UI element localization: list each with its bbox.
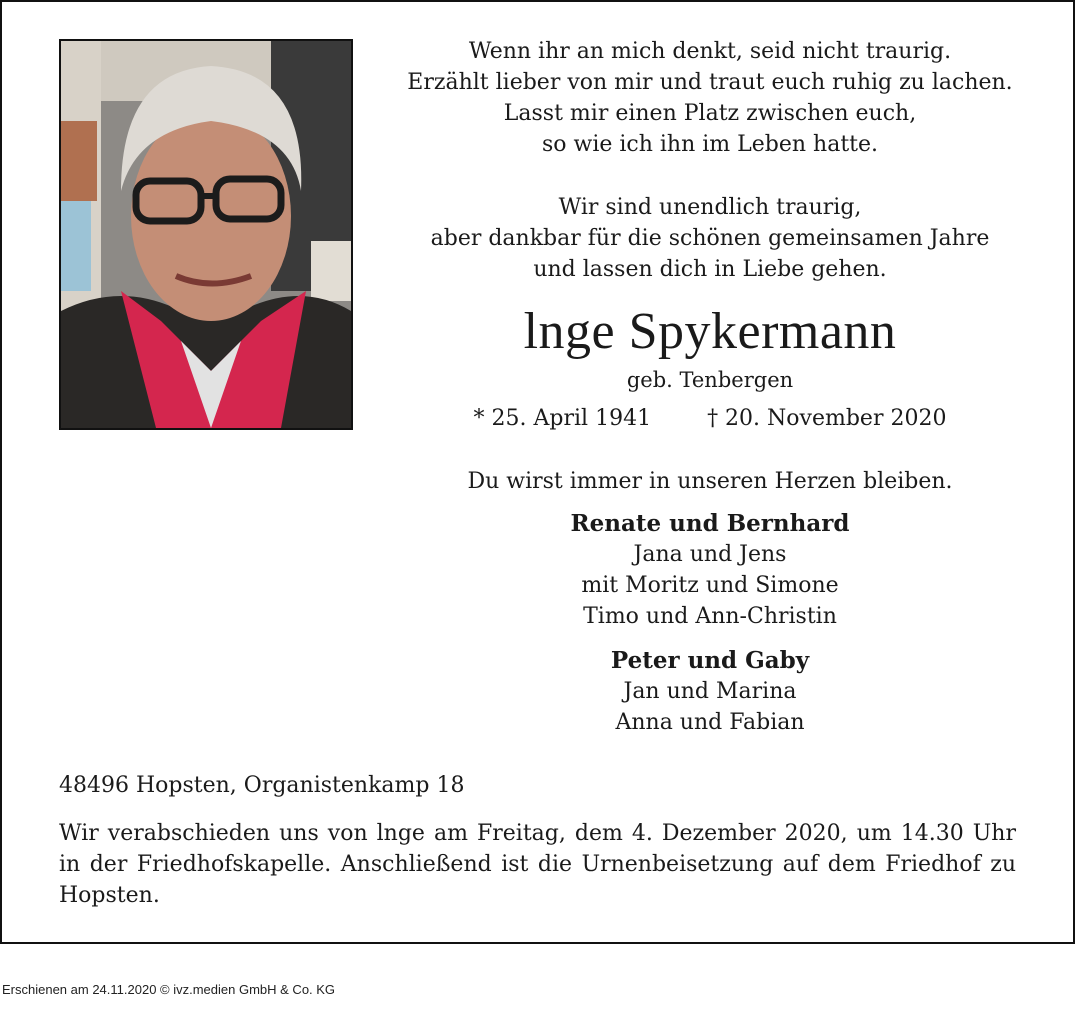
poem-line: Wenn ihr an mich denkt, seid nicht traurig.: [468, 39, 952, 64]
poem-line: Lasst mir einen Platz zwischen euch,: [503, 101, 917, 126]
portrait-photo: [59, 39, 353, 430]
family-group-1: [380, 508, 1040, 632]
death-date: † 20. November 2020: [707, 406, 947, 431]
deceased-name: lnge Spykermann: [523, 303, 897, 360]
family-member: Jana und Jens: [633, 542, 787, 567]
farewell-line: Du wirst immer in unseren Herzen bleiben.: [467, 469, 953, 494]
grief-line: und lassen dich in Liebe gehen.: [533, 257, 887, 282]
family-member: Jan und Marina: [623, 679, 797, 704]
grief-block: [380, 192, 1040, 285]
family-group-2: [380, 645, 1040, 738]
poem-block: [380, 36, 1040, 160]
address: 48496 Hopsten, Organistenkamp 18: [59, 773, 465, 798]
family-member: Timo und Ann-Christin: [583, 604, 837, 629]
portrait-photo-icon: [61, 41, 351, 428]
birth-date: * 25. April 1941: [473, 406, 652, 431]
grief-line: aber dankbar für die schönen gemeinsamen Jahre: [430, 226, 990, 251]
family-member: mit Moritz und Simone: [581, 573, 839, 598]
grief-line: Wir sind unendlich traurig,: [558, 195, 862, 220]
poem-line: Erzählt lieber von mir und traut euch ruhig zu lachen.: [407, 70, 1013, 95]
family-head: Renate und Bernhard: [570, 510, 850, 537]
publication-footer: Erschienen am 24.11.2020 © ivz.medien GmbH & Co. KG: [2, 982, 336, 997]
poem-line: so wie ich ihn im Leben hatte.: [541, 132, 879, 157]
family-member: Anna und Fabian: [615, 710, 805, 735]
life-dates: [380, 404, 1040, 434]
service-details: Wir verabschieden uns von lnge am Freitag, dem 4. Dezember 2020, um 14.30 Uhr in der Friedhofskapelle. Anschließend ist die Urnenbeisetzung auf dem Friedhof zu Hopsten.: [59, 821, 1016, 908]
family-head: Peter und Gaby: [610, 647, 810, 674]
birth-name: geb. Tenbergen: [626, 368, 794, 392]
